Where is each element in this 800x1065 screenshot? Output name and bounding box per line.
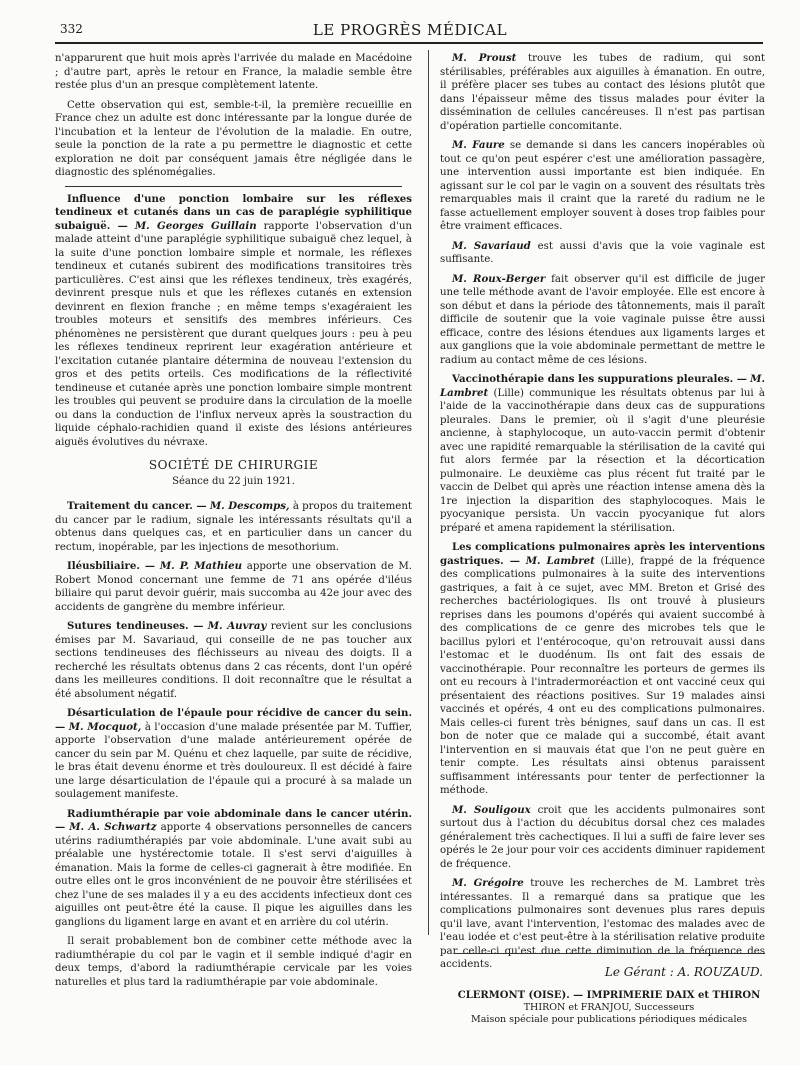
section-text: revient sur les conclusions émises par M. Savariaud, qui conseille de ne pas toucher aux sections tendineuses des fléchisseurs au niveau des doigts. Il a recherché les résultats obtenus dans 2 cas récents, dont l'un opéré dans les meilleures conditions. Il doit reconnaître que le résultat a été absolument négatif. bbox=[55, 621, 412, 700]
section-title: Désarticulation de l'épaule pour récidive de cancer du sein. — bbox=[55, 707, 412, 733]
section-auvray bbox=[55, 620, 412, 701]
column-divider bbox=[428, 50, 429, 935]
paragraph: Il serait probablement bon de combiner cette méthode avec la radiumthérapie du col par le vagin et il semble indiqué d'agir en deux temps, d'abord la radiumthérapie cervicale par les voies naturelles et plus tard la radiumthérapie par voie abdominale. bbox=[55, 936, 412, 988]
section-souligoux bbox=[440, 804, 765, 872]
printer-line: Maison spéciale pour publications périodiques médicales bbox=[471, 1014, 747, 1025]
section-text: à propos du traitement du cancer par le radium, signale les intéressants résultats qu'il a obtenus dans quelques cas, et en particulier dans un cancer du rectum, inopérable, par les injections de mesothorium. bbox=[55, 501, 412, 553]
printer-imprint bbox=[455, 990, 763, 1026]
section-lambret-pulmonaire bbox=[440, 541, 765, 798]
section-lambret-vaccin bbox=[440, 373, 765, 535]
section-schwartz bbox=[55, 808, 412, 930]
section-title: Vaccinothérapie dans les suppurations pleurales. — bbox=[452, 373, 747, 385]
section-faure bbox=[440, 139, 765, 234]
printer-line: CLERMONT (OISE). — IMPRIMERIE DAIX et THIRON bbox=[457, 990, 761, 1001]
left-column bbox=[55, 52, 412, 988]
journal-title: LE PROGRÈS MÉDICAL bbox=[312, 21, 508, 39]
printer-line: THIRON et FRANJOU, Successeurs bbox=[523, 1002, 695, 1013]
section-text: fait observer qu'il est difficile de juger une telle méthode avant de l'avoir employée. Elle est encore à son début et dans la période des tâtonnements, mais il paraît difficile de soutenir que la voie vaginale puisse être aussi efficace, contre des lésions étendues aux ligaments larges et aux ganglions que la voie abdominale permettant de mettre le radium au contact même de ces lésions. bbox=[440, 273, 765, 366]
footer-rule bbox=[455, 953, 765, 954]
paragraph: n'apparurent que huit mois après l'arrivée du malade en Macédoine ; d'autre part, après le retour en France, la maladie semble être restée plus d'un an presque complètement latente. bbox=[55, 53, 412, 91]
author-name: M. Lambret bbox=[525, 554, 595, 567]
section-text: apporte 4 observations personnelles de cancers utérins radiumthérapiés par voie abdominale. L'une avait subi au préalable une hystérectomie totale. Il s'est servi d'aiguilles à émanation. Mais la forme de celles-ci gagnerait à être modifiée. En outre elles ont le gros inconvénient de ne pouvoir être stérilisées et chez l'une de ses malades il y a eu des accidents infectieux dont ces aiguilles ont peut-être été la cause. Il pique les aiguilles dans les ganglions du ligament large en avant et en arrière du col utérin. bbox=[55, 822, 412, 928]
section-text: (Lille) communique les résultats obtenus par lui à l'aide de la vaccinothérapie dans deux cas de suppurations pleurales. Dans le premier, où il s'agit d'une pleurésie ancienne, à staphylocoque, un auto-vaccin permit d'obtenir avec une rapidité remarquable la stérilisation de la cavité qui fut alors fermée par la résection et la décortication pulmonaire. Le deuxième cas plus récent fut traité par le vaccin de Delbet qui après une réaction intense amena dès la 1re injection la disparition des staphylocoques. Mais le pyocyanique persista. Un vaccin pyocyanique fut alors préparé et amena rapidement la stérilisation. bbox=[440, 387, 765, 534]
author-name: M. P. Mathieu bbox=[159, 560, 243, 572]
section-savariaud bbox=[440, 240, 765, 267]
author-name: M. Proust bbox=[452, 52, 517, 64]
page-header bbox=[60, 20, 760, 42]
section-text: trouve les tubes de radium, qui sont stérilisables, préférables aux aiguilles à émanation. En outre, il préfère placer ses tubes au contact des lésions plutôt que dans l'épaisseur même des tissus malades pour éviter la dissémination de cellules cancéreuses. Il n'est pas partisan d'opération partielle concomitante. bbox=[440, 53, 765, 132]
section-text: trouve les recherches de M. Lambret très intéressantes. Il a remarqué dans sa pratique que les complications pulmonaires sont devenues plus rares depuis qu'il lave, avant l'intervention, l'estomac des malades avec de l'eau iodée et c'est peut-être à la stérilisation relative produite par celle-ci qu'est due cette diminution de la fréquence des accidents. bbox=[440, 878, 765, 970]
section-title: Iléusbiliaire. — bbox=[67, 560, 156, 572]
section-text: (Lille), frappé de la fréquence des complications pulmonaires à la suite des interventions gastriques, a fait à ce sujet, avec MM. Breton et Grisé des recherches bactériologiques. Ils ont trouvé à plusieurs reprises dans les poumons d'opérés qui avaient succombé à des complications de ce genre des microbes tels que le bacillus pylori et l'entérocoque, qu'on retrouvait aussi dans l'estomac et le duodénum. Ils ont fait des essais de vaccinothérapie. Pour reconnaître les porteurs de germes ils ont eu recours à l'intradermoréaction et ont vacciné ceux qui présentaient des réactions positives. Sur 19 malades ainsi vaccinés et opérés, 4 ont eu des complications pulmonaires. Mais celles-ci furent très bénignes, sauf dans un cas. Il est bon de noter que ce malade qui a succombé, était avant l'intervention en si mauvais état que l'on ne peut guère en tenir compte. Les résultats ainsi obtenus paraissent suffisamment intéressants pour tenter de perfectionner la méthode. bbox=[440, 555, 765, 796]
session-date: Séance du 22 juin 1921. bbox=[172, 475, 295, 487]
paragraph: Cette observation qui est, semble-t-il, la première recueillie en France chez un adulte est donc intéressante par la longue durée de l'incubation et la lenteur de l'évolution de la maladie. En outre, seule la ponction de la rate a pu permettre le diagnostic et cette exploration ne doit par conséquent jamais être négligée dans le diagnostic des splénomégalies. bbox=[55, 99, 412, 178]
section-text: rapporte l'observation d'un malade atteint d'une paraplégie syphilitique subaiguë chez lequel, à la suite d'une ponction lombaire simple et normale, les réflexes tendineux et cutanés subirent des modifications transitoires très particulières. C'est ainsi que les réflexes tendineux, très exagérés, devinrent presque nuls et que les réflexes cutanés en extension devinrent en flexion franche ; en même temps s'exagéraient les troubles moteurs et sensitifs des membres inférieurs. Ces phénomènes ne persistèrent que durant quelques jours : peu à peu les réflexes tendineux reprirent leur exagération antérieure et l'excitation cutanée plantaire détermina de nouveau l'extension du gros et des petits orteils. Ces modifications de la réflectivité tendineuse et cutanée après une ponction lombaire simple montrent les troubles qui peuvent se produire dans la circulation de la moelle ou dans la conduction de l'influx nerveux après la soustraction du liquide céphalo-rachidien quand il existe des lésions antérieures aiguës évolutives du névraxe. bbox=[55, 220, 412, 448]
section-title: Les complications pulmonaires après les interventions gastriques. — bbox=[440, 541, 765, 567]
author-name: M. Descomps, bbox=[209, 500, 290, 512]
section-guillain bbox=[55, 193, 412, 450]
section-mathieu bbox=[55, 560, 412, 614]
author-name: M. Savariaud bbox=[452, 239, 531, 252]
section-title: Radiumthérapie par voie abdominale dans le cancer utérin. — bbox=[55, 807, 412, 833]
author-name: M. Georges Guillain bbox=[134, 219, 257, 232]
author-name: M. A. Schwartz bbox=[69, 821, 157, 833]
section-text: est aussi d'avis que la voie vaginale est suffisante. bbox=[440, 240, 765, 265]
header-rule bbox=[55, 42, 763, 44]
author-name: M. Mocquot, bbox=[68, 720, 142, 733]
section-title: Influence d'une ponction lombaire sur les réflexes tendineux et cutanés dans un cas de paraplégie syphilitique subaiguë. — bbox=[55, 192, 412, 232]
section-mocquot bbox=[55, 707, 412, 802]
section-text: apporte une observation de M. Robert Monod concernant une femme de 71 ans opérée d'iléus biliaire qui parut devoir guérir, mais succomba au 42e jour avec des accidents de gangrène du membre inférieur. bbox=[55, 561, 412, 613]
section-divider bbox=[65, 186, 402, 187]
section-title: Sutures tendineuses. — bbox=[67, 620, 204, 632]
author-name: M. Auvray bbox=[207, 620, 267, 632]
author-name: M. Roux-Berger bbox=[452, 272, 546, 285]
right-column bbox=[440, 52, 766, 970]
author-name: M. Grégoire bbox=[452, 877, 524, 889]
section-text: croit que les accidents pulmonaires sont surtout dus à l'action du décubitus dorsal chez ces malades généralement très cachectiques. Il lui a suffi de faire lever ses opérés le 2e jour pour voir ces accidents diminuer rapidement de fréquence. bbox=[440, 804, 765, 870]
author-name: M. Faure bbox=[452, 139, 505, 151]
section-gregoire bbox=[440, 877, 765, 972]
section-title: Traitement du cancer. — bbox=[67, 500, 207, 512]
section-descomps bbox=[55, 500, 412, 554]
section-text: se demande si dans les cancers inopérables où tout ce qu'on peut espérer c'est une amélioration passagère, une intervention aussi importante est bien indiquée. En agissant sur le col par le vagin on a souvent des résultats très remarquables mais il craint que la rareté du radium ne le fasse actuellement employer souvent à doses trop faibles pour être vraiment efficaces. bbox=[440, 140, 766, 232]
page-number: 332 bbox=[60, 22, 83, 36]
author-name: M. Lambret bbox=[440, 373, 765, 399]
author-name: M. Souligoux bbox=[452, 803, 531, 816]
society-heading: SOCIÉTÉ DE CHIRURGIE bbox=[148, 458, 319, 472]
gerant-line: Le Gérant : A. ROUZAUD. bbox=[604, 965, 763, 979]
section-roux-berger bbox=[440, 273, 765, 368]
section-text: à l'occasion d'une malade présentée par M. Tuffier, apporte l'observation d'une malade antérieurement opérée de cancer du sein par M. Quénu et chez laquelle, par suite de récidive, le bras était devenu énorme et très douloureux. Il est décidé à faire une large désarticulation de l'épaule qui a procuré à sa malade un soulagement manifeste. bbox=[55, 721, 412, 800]
section-proust bbox=[440, 52, 765, 133]
